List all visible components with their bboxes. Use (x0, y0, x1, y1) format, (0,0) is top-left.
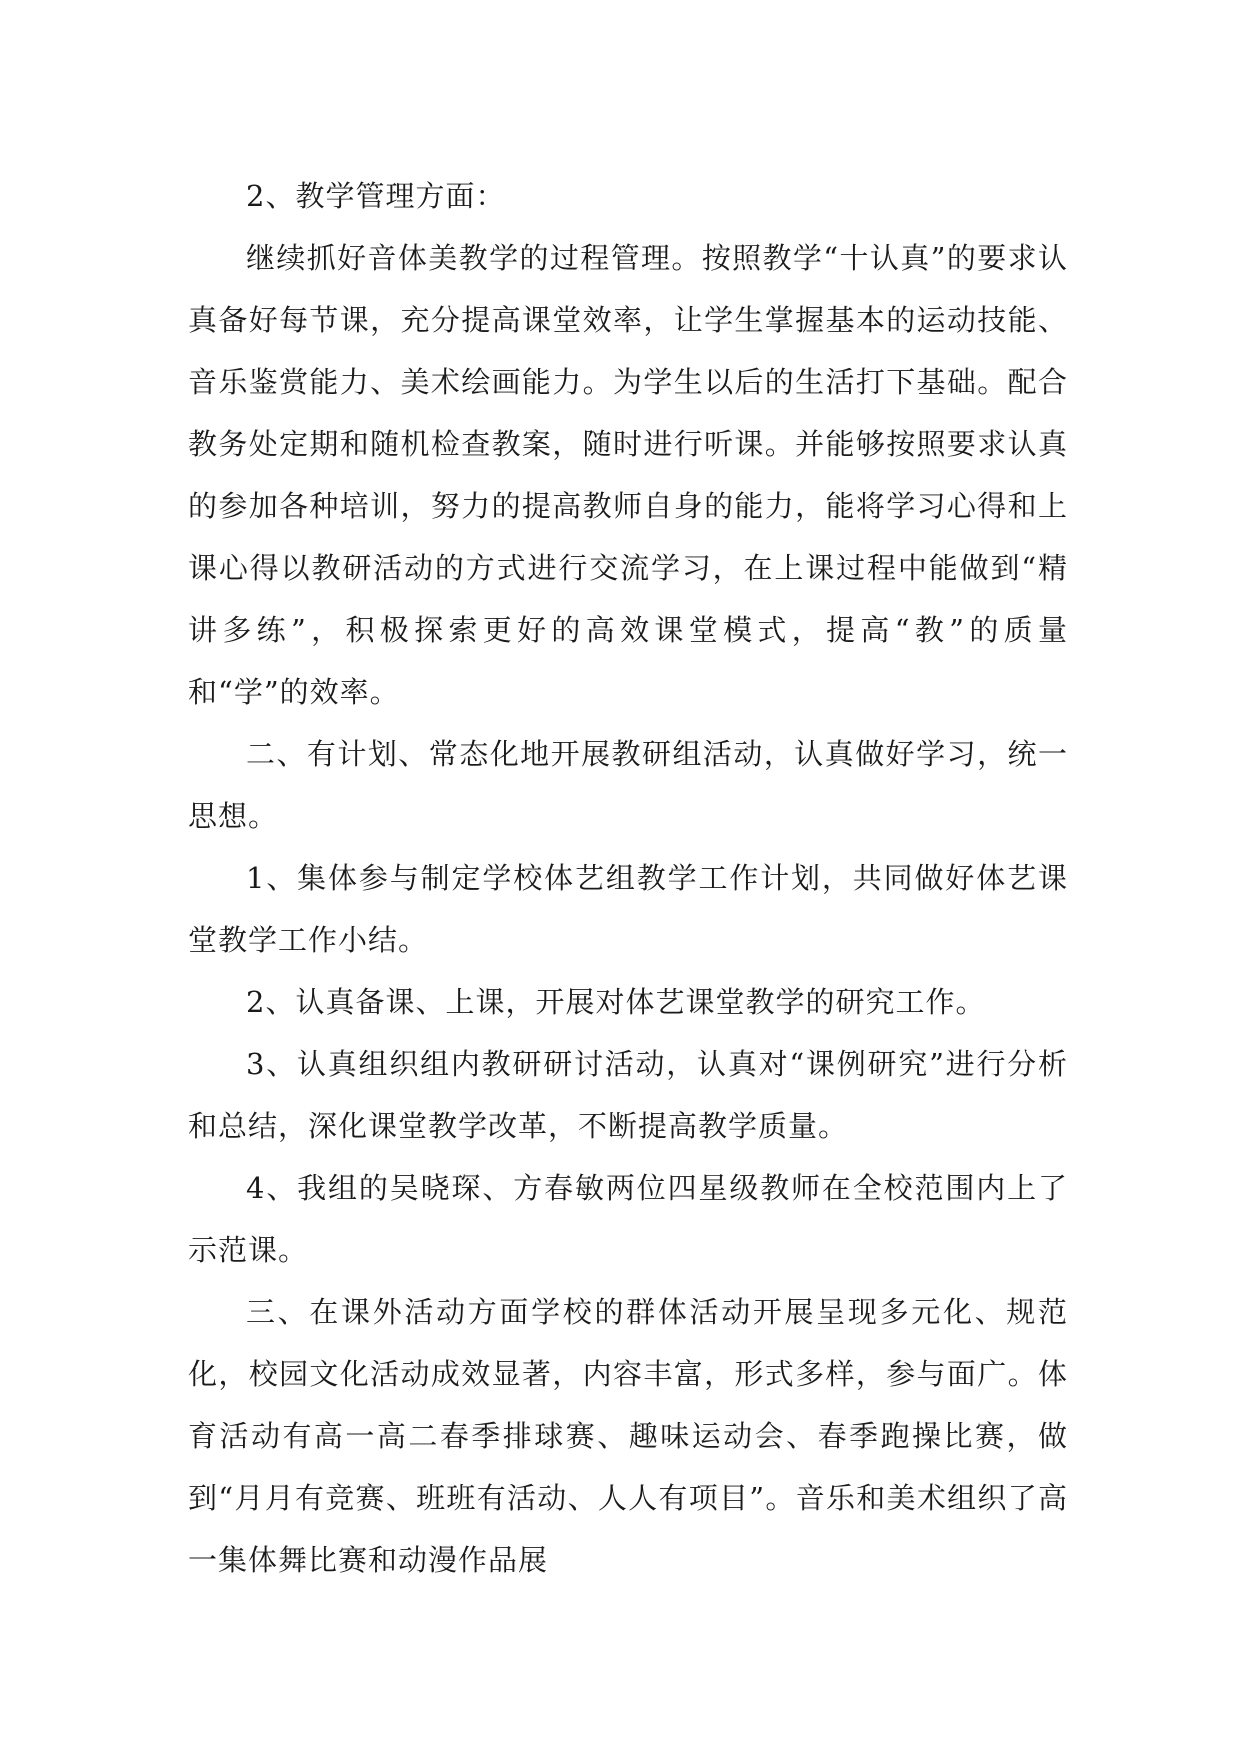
paragraph-item-2: 2、认真备课、上课，开展对体艺课堂教学的研究工作。 (246, 985, 986, 1019)
paragraph-section-two-heading: 二、有计划、常态化地开展教研组活动，认真做好学习，统一思想。 (188, 737, 1068, 833)
paragraph-item-3: 3、认真组织组内教研研讨活动，认真对“课例研究”进行分析和总结，深化课堂教学改革，不断提高教学质量。 (188, 1047, 1068, 1143)
document-body (188, 165, 1068, 1591)
paragraph-item-1: 1、集体参与制定学校体艺组教学工作计划，共同做好体艺课堂教学工作小结。 (188, 861, 1068, 957)
paragraph-section-three: 三、在课外活动方面学校的群体活动开展呈现多元化、规范化，校园文化活动成效显著，内容丰富，形式多样，参与面广。体育活动有高一高二春季排球赛、趣味运动会、春季跑操比赛，做到“月月有竞赛、班班有活动、人人有项目”。音乐和美术组织了高一集体舞比赛和动漫作品展 (188, 1295, 1068, 1577)
paragraph-teaching-process: 继续抓好音体美教学的过程管理。按照教学“十认真”的要求认真备好每节课，充分提高课堂效率，让学生掌握基本的运动技能、音乐鉴赏能力、美术绘画能力。为学生以后的生活打下基础。配合教务处定期和随机检查教案，随时进行听课。并能够按照要求认真的参加各种培训，努力的提高教师自身的能力，能将学习心得和上课心得以教研活动的方式进行交流学习，在上课过程中能做到“精讲多练”，积极探索更好的高效课堂模式，提高“教”的质量和“学”的效率。 (188, 241, 1068, 709)
paragraph-item-4: 4、我组的吴晓琛、方春敏两位四星级教师在全校范围内上了示范课。 (188, 1171, 1068, 1267)
paragraph-teaching-management-heading: 2、教学管理方面： (246, 179, 506, 213)
